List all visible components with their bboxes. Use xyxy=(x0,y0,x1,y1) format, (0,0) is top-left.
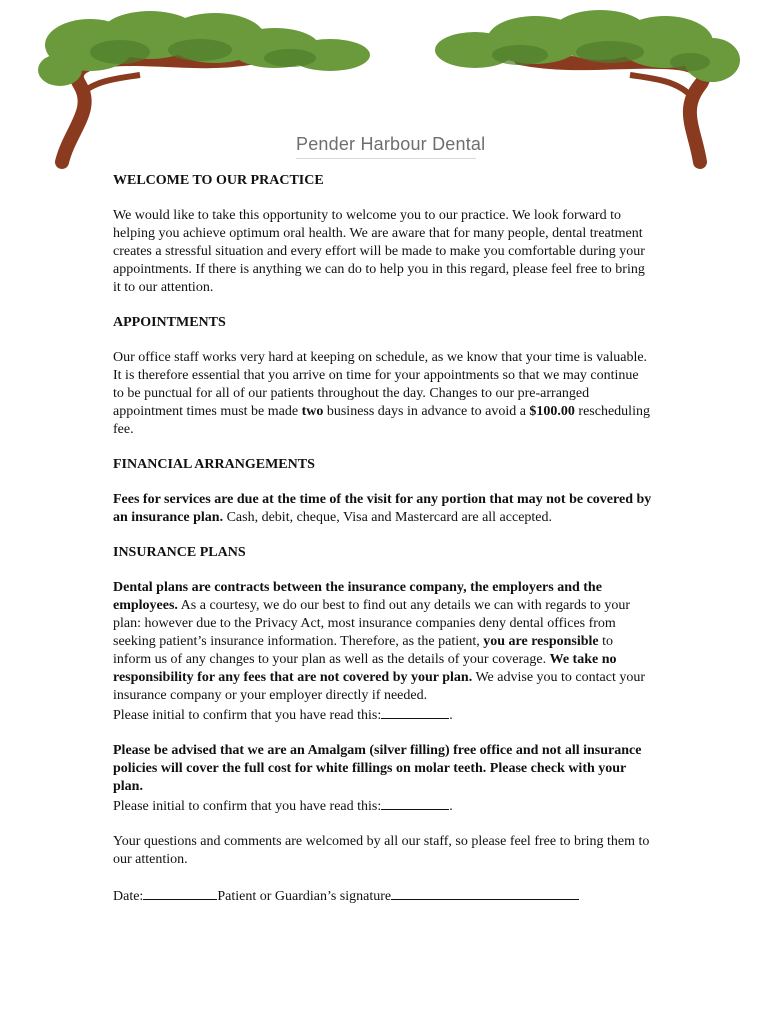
insurance-initial-label: Please initial to confirm that you have read this: xyxy=(113,708,382,723)
closing-paragraph: Your questions and comments are welcomed by all our staff, so please feel free to bring them to our attention. xyxy=(113,834,650,867)
insurance-text-3: We advise you to contact your insurance company or your employer directly if needed. xyxy=(113,670,646,703)
insurance-heading: INSURANCE PLANS xyxy=(113,545,246,560)
welcome-heading: WELCOME TO OUR PRACTICE xyxy=(113,173,324,188)
insurance-bold-3: We take no responsibility for any fees that are not covered by your plan. xyxy=(113,652,617,685)
appointments-text-3: rescheduling fee. xyxy=(113,404,650,437)
amalgam-initial-field[interactable] xyxy=(381,796,449,810)
date-field[interactable] xyxy=(143,886,217,900)
insurance-initial-end: . xyxy=(449,708,453,723)
signature-label: Patient or Guardian’s signature xyxy=(217,889,392,904)
financial-paragraph xyxy=(113,491,653,527)
appointments-text-1: Our office staff works very hard at keeping on schedule, as we know that your time is valuable. It is therefore essential that you arrive on time for your appointments so that we may continue to be punctual for all of our patients throughout the day. Changes to our pre-arranged appointment times must be made xyxy=(113,350,648,419)
amalgam-initial-label: Please initial to confirm that you have read this: xyxy=(113,799,382,814)
amalgam-initial-end: . xyxy=(449,799,453,814)
brand-name: Pender Harbour Dental xyxy=(296,134,486,154)
brand-divider xyxy=(296,158,476,159)
insurance-initial-field[interactable] xyxy=(381,705,449,719)
insurance-text-2: to inform us of any changes to your plan as well as the details of your coverage. xyxy=(113,634,614,667)
signature-line xyxy=(113,886,653,906)
insurance-text-1: As a courtesy, we do our best to find out any details we can with regards to your plan: however due to the Privacy Act, most insurance companies deny dental offices from seeking patient’s insurance information. Therefore, as the patient, xyxy=(113,598,630,649)
insurance-paragraph xyxy=(113,579,653,725)
financial-bold: Fees for services are due at the time of the visit for any portion that may not be covered by an insurance plan. xyxy=(113,492,652,525)
date-label: Date: xyxy=(113,889,144,904)
document-body xyxy=(113,172,653,923)
financial-heading: FINANCIAL ARRANGEMENTS xyxy=(113,457,315,472)
amalgam-bold: Please be advised that we are an Amalgam (silver filling) free office and not all insurance policies will cover the full cost for white fillings on molar teeth. Please check with your plan. xyxy=(113,743,642,794)
amalgam-paragraph xyxy=(113,742,653,816)
appointments-bold-fee: $100.00 xyxy=(529,404,575,419)
header-illustration xyxy=(0,0,770,170)
insurance-bold-1: Dental plans are contracts between the insurance company, the employers and the employees. xyxy=(113,580,602,613)
appointments-paragraph xyxy=(113,349,653,439)
appointments-bold-two: two xyxy=(301,404,324,419)
welcome-paragraph: We would like to take this opportunity to welcome you to our practice. We look forward to helping you achieve optimum oral health. We are aware that for many people, dental treatment creates a stressful situation and every effort will be made to make you comfortable during your appointments. If there is anything we can do to help you in this regard, please feel free to bring it to our attention. xyxy=(113,208,645,295)
signature-field[interactable] xyxy=(391,886,579,900)
financial-text: Cash, debit, cheque, Visa and Mastercard are all accepted. xyxy=(223,510,553,525)
appointments-heading: APPOINTMENTS xyxy=(113,315,226,330)
insurance-bold-2: you are responsible xyxy=(483,634,599,649)
appointments-text-2: business days in advance to avoid a xyxy=(323,404,530,419)
